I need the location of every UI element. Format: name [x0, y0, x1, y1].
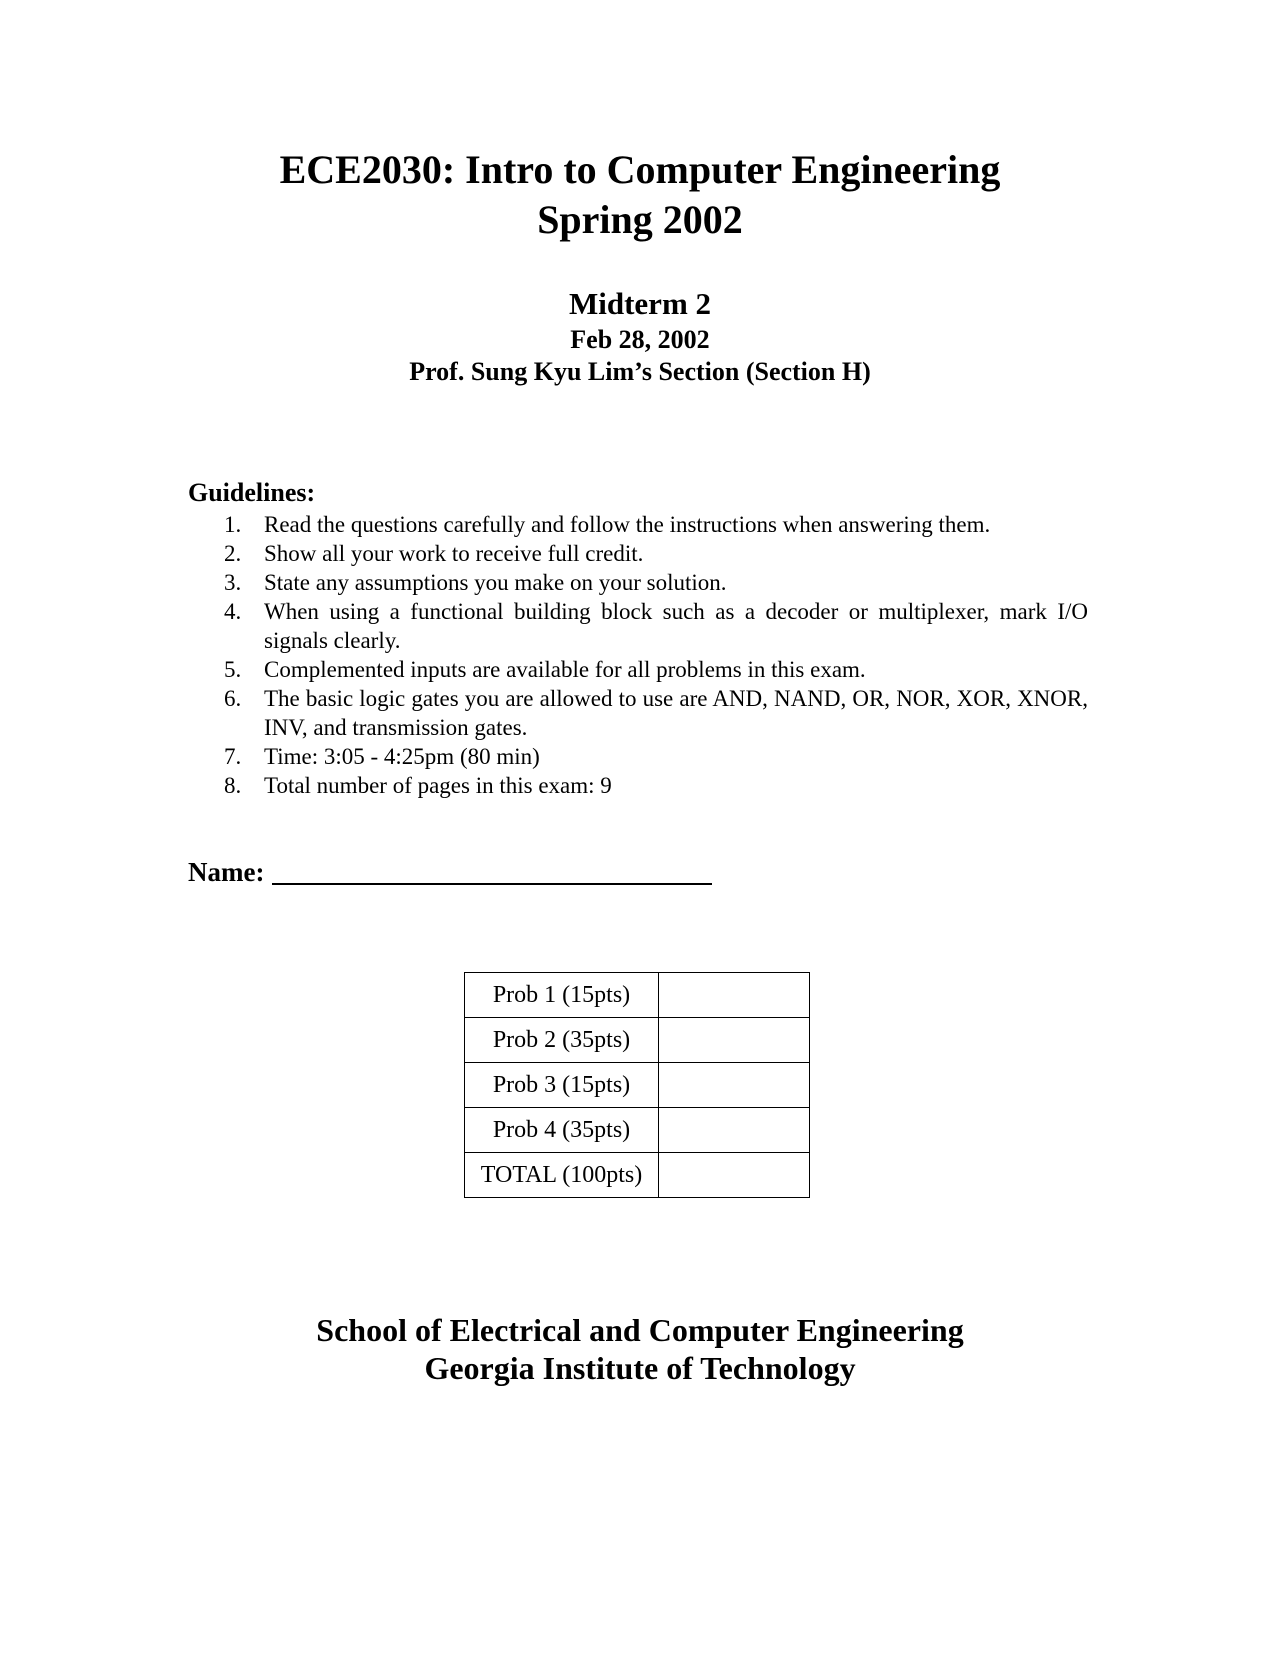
term: Spring 2002 [537, 197, 743, 242]
guideline-number: 8. [224, 773, 242, 798]
guideline-number: 5. [224, 657, 242, 682]
guideline-number: 4. [224, 599, 242, 624]
guideline-item [188, 655, 1088, 684]
guideline-item [188, 539, 1088, 568]
table-row [465, 973, 810, 1018]
problem-label: Prob 3 (15pts) [465, 1063, 659, 1108]
table-row [465, 1153, 810, 1198]
name-field [188, 856, 712, 888]
guideline-number: 2. [224, 541, 242, 566]
total-score-cell[interactable] [659, 1153, 810, 1198]
score-cell[interactable] [659, 973, 810, 1018]
guideline-item [188, 568, 1088, 597]
guideline-text: Complemented inputs are available for all problems in this exam. [264, 657, 866, 682]
guideline-text: Time: 3:05 - 4:25pm (80 min) [264, 744, 540, 769]
guidelines-list [188, 510, 1088, 800]
guideline-text: State any assumptions you make on your solution. [264, 570, 727, 595]
guideline-item [188, 510, 1088, 539]
guideline-text: Show all your work to receive full credit. [264, 541, 644, 566]
course-title: ECE2030: Intro to Computer Engineering [279, 147, 1001, 192]
table-row [465, 1063, 810, 1108]
exam-name: Midterm 2 [568, 286, 712, 321]
institute-name: Georgia Institute of Technology [424, 1350, 856, 1386]
name-blank-line[interactable] [272, 857, 712, 885]
guideline-text: Read the questions carefully and follow the instructions when answering them. [264, 512, 991, 537]
problem-label: Prob 2 (35pts) [465, 1018, 659, 1063]
total-label: TOTAL (100pts) [465, 1153, 659, 1198]
guideline-number: 3. [224, 570, 242, 595]
instructor-section: Prof. Sung Kyu Lim’s Section (Section H) [409, 357, 871, 386]
score-table [464, 972, 810, 1198]
table-row [465, 1108, 810, 1153]
score-cell[interactable] [659, 1018, 810, 1063]
problem-label: Prob 1 (15pts) [465, 973, 659, 1018]
guideline-number: 1. [224, 512, 242, 537]
guideline-number: 6. [224, 686, 242, 711]
guideline-item [188, 684, 1088, 742]
exam-date: Feb 28, 2002 [570, 325, 710, 354]
guideline-text: The basic logic gates you are allowed to use are AND, NAND, OR, NOR, XOR, XNOR, INV, and transmission gates. [264, 686, 1088, 740]
school-name: School of Electrical and Computer Engineering [316, 1312, 964, 1348]
guideline-text: Total number of pages in this exam: 9 [264, 773, 612, 798]
guideline-text: When using a functional building block such as a decoder or multiplexer, mark I/O signals clearly. [264, 599, 1088, 653]
problem-label: Prob 4 (35pts) [465, 1108, 659, 1153]
guideline-item [188, 771, 1088, 800]
guideline-number: 7. [224, 744, 242, 769]
score-cell[interactable] [659, 1108, 810, 1153]
guideline-item [188, 597, 1088, 655]
guidelines-heading: Guidelines: [188, 478, 316, 507]
table-row [465, 1018, 810, 1063]
name-label: Name: [188, 857, 265, 887]
guideline-item [188, 742, 1088, 771]
score-cell[interactable] [659, 1063, 810, 1108]
